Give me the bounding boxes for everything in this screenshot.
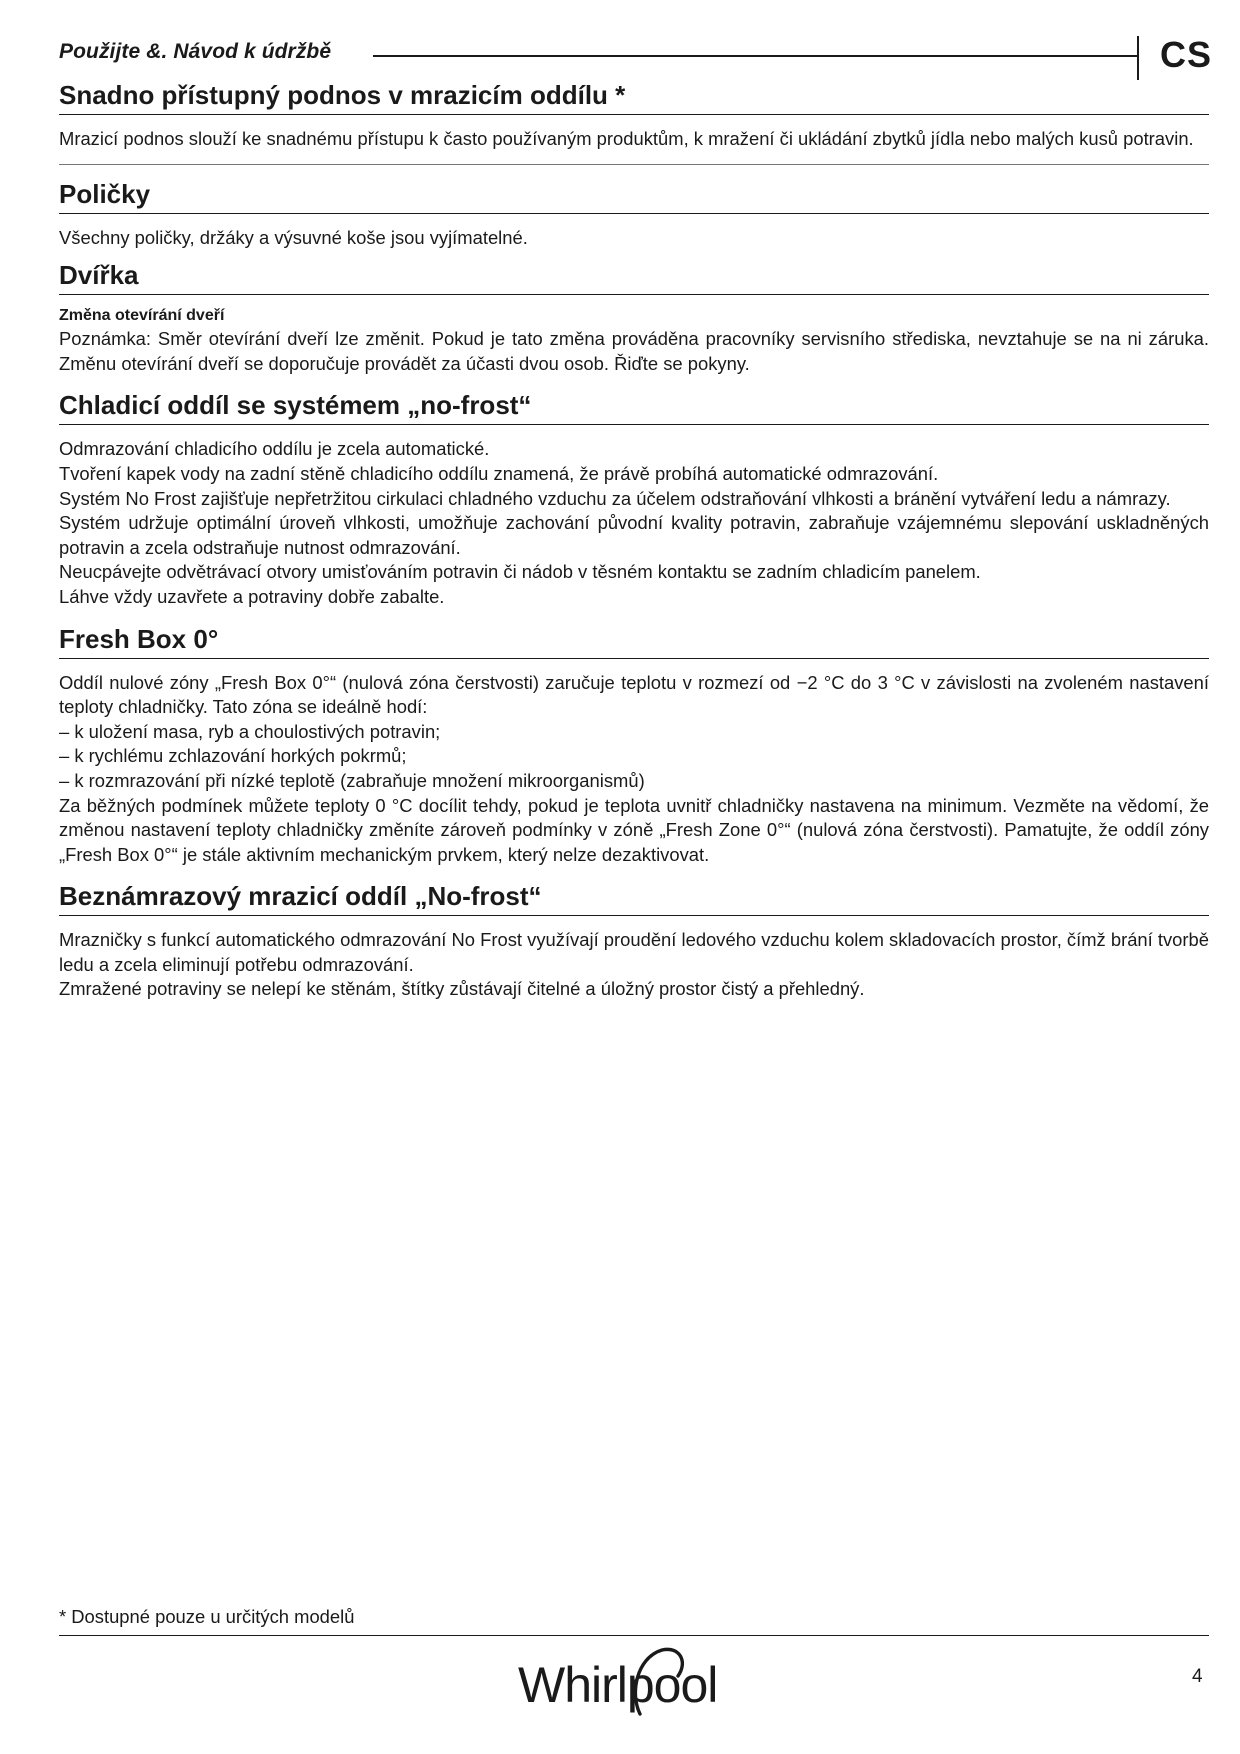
header-title: Použijte &. Návod k údržbě	[59, 40, 332, 63]
paragraph: Všechny poličky, držáky a výsuvné koše jsou vyjímatelné.	[59, 226, 528, 248]
paragraph: Systém udržuje optimální úroveň vlhkosti, umožňuje zachování původní kvality potravin, zabraňuje vzájemnému slepování uskladněných potravin a zcela odstraňuje nutnost odmrazování.	[59, 512, 1209, 558]
whirlpool-logo	[512, 1640, 752, 1728]
paragraph: Tvoření kapek vody na zadní stěně chladicího oddílu znamená, že právě probíhá automatické odmrazování.	[59, 462, 939, 484]
paragraph: Neucpávejte odvětrávací otvory umisťováním potravin či nádob v těsném kontaktu se zadním chladicím panelem.	[59, 561, 981, 583]
section-title: Poličky	[59, 177, 1209, 214]
language-code: CS	[1160, 34, 1213, 75]
paragraph: Odmrazování chladicího oddílu je zcela automatické.	[59, 438, 490, 460]
list-item: – k uložení masa, ryb a choulostivých potravin;	[59, 720, 441, 742]
content	[59, 78, 1209, 1014]
section-doors	[59, 258, 1209, 388]
paragraph: Mrazničky s funkcí automatického odmrazování No Frost využívají proudění ledového vzduchu kolem skladovacích prostor, čímž brání tvorbě ledu a zcela eliminují potřebu odmrazování.	[59, 929, 1209, 975]
paragraph: Systém No Frost zajišťuje nepřetržitou cirkulaci chladného vzduchu za účelem odstraňování vlhkosti a bránění vytváření ledu a námrazy.	[59, 487, 1171, 509]
brand-wordmark: Whirlpool	[518, 1657, 718, 1713]
header-divider	[1137, 36, 1139, 80]
header-rule	[373, 55, 1137, 57]
section-no-frost-freezer	[59, 879, 1209, 1014]
section-title: Chladicí oddíl se systémem „no-frost“	[59, 388, 1209, 425]
section-freezer-tray	[59, 78, 1209, 165]
section-body	[59, 659, 1209, 880]
section-body	[59, 916, 1209, 1014]
footer-rule	[59, 1635, 1209, 1636]
paragraph: Mrazicí podnos slouží ke snadnému přístupu k často používaným produktům, k mražení či ukládání zbytků jídla nebo malých kusů potravin.	[59, 128, 1194, 149]
footnote: * Dostupné pouze u určitých modelů	[59, 1606, 355, 1627]
section-body	[59, 214, 1209, 259]
section-body	[59, 295, 1209, 388]
paragraph: Za běžných podmínek můžete teploty 0 °C docílit tehdy, pokud je teplota uvnitř chladničky nastavena na minimum. Vezměte na vědomí, že změnou nastavení teploty chladničky změníte zároveň podmínky v zóně „Fresh Zone 0°“ (nulová zóna čerstvosti). Pamatujte, že oddíl zóny „Fresh Box 0°“ je stále aktivním mechanickým prvkem, který nelze dezaktivovat.	[59, 794, 1209, 865]
list-item: – k rozmrazování při nízké teplotě (zabraňuje množení mikroorganismů)	[59, 769, 645, 791]
paragraph: Láhve vždy uzavřete a potraviny dobře zabalte.	[59, 585, 445, 607]
section-title: Beznámrazový mrazicí oddíl „No-frost“	[59, 879, 1209, 916]
section-title: Fresh Box 0°	[59, 622, 1209, 659]
section-title: Snadno přístupný podnos v mrazicím oddílu *	[59, 78, 1209, 115]
paragraph: Oddíl nulové zóny „Fresh Box 0°“ (nulová zóna čerstvosti) zaručuje teplotu v rozmezí od −2 °C do 3 °C v závislosti na zvoleném nastavení teploty chladničky. Tato zóna se ideálně hodí:	[59, 671, 1209, 718]
paragraph: Poznámka: Směr otevírání dveří lze změnit. Pokud je tato změna prováděna pracovníky servisního střediska, nevztahuje se na ni záruka. Změnu otevírání dveří se doporučuje provádět za účasti dvou osob. Řiďte se pokyny.	[59, 328, 1209, 374]
subheading: Změna otevírání dveří	[59, 307, 225, 325]
section-body	[59, 115, 1209, 165]
section-title: Dvířka	[59, 258, 1209, 295]
section-no-frost-fridge	[59, 388, 1209, 621]
page-number: 4	[1192, 1666, 1203, 1687]
section-shelves	[59, 177, 1209, 259]
section-fresh-box	[59, 622, 1209, 880]
paragraph: Zmražené potraviny se nelepí ke stěnám, štítky zůstávají čitelné a úložný prostor čistý a přehledný.	[59, 978, 865, 1000]
section-body	[59, 425, 1209, 621]
list-item: – k rychlému zchlazování horkých pokrmů;	[59, 745, 407, 767]
